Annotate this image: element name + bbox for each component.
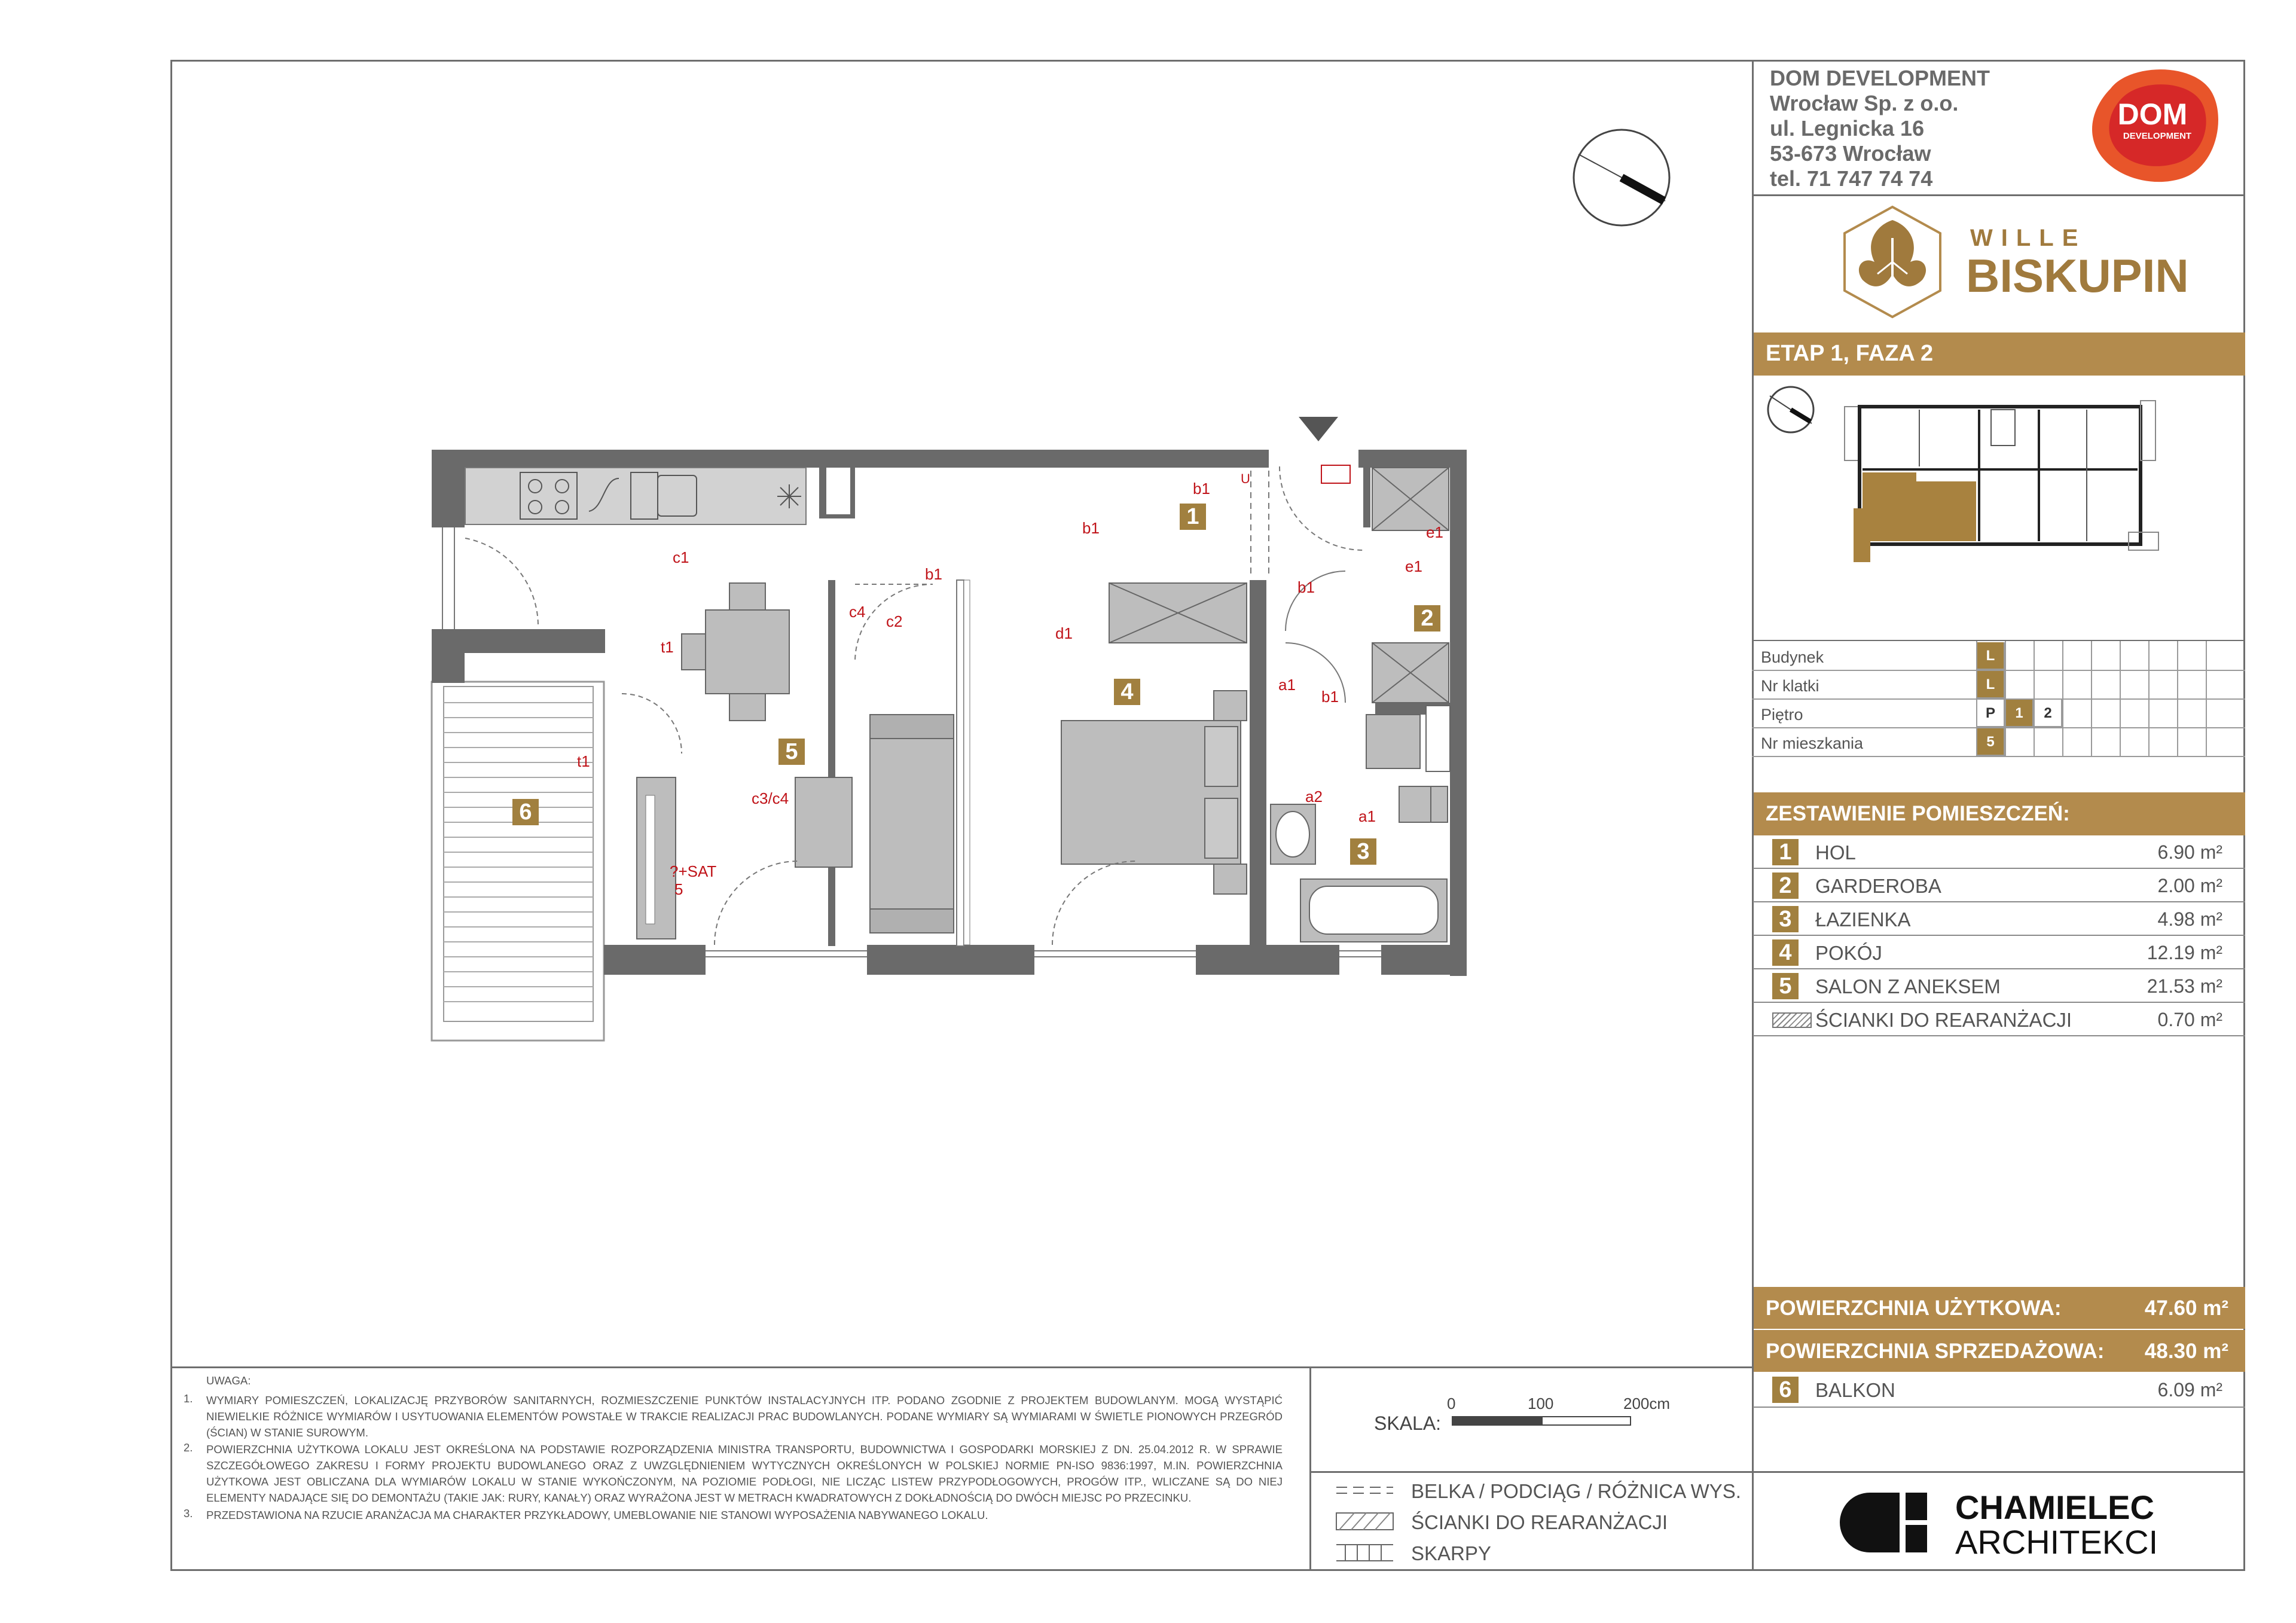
legend-slopes: SKARPY	[1411, 1542, 1491, 1564]
balcony-name: BALKON	[1815, 1379, 1895, 1401]
legend	[1333, 1480, 1752, 1564]
plan-code: a1	[1278, 676, 1296, 694]
loc-grid-line	[2091, 641, 2092, 757]
note-text: PRZEDSTAWIONA NA RZUCIE ARANŻACJA MA CHARAKTER PRZYKŁADOWY, UMEBLOWANIE NIE STANOWI WYPOSAŻENIA NABYWANEGO LOKALU.	[206, 1509, 988, 1521]
room-row	[1753, 835, 2245, 869]
hatch-swatch-icon	[1772, 1012, 1812, 1028]
plan-code: ?+SAT	[670, 862, 717, 880]
balcony-num: 6	[1772, 1377, 1799, 1403]
plan-code: e1	[1426, 523, 1443, 541]
company-phone: tel. 71 747 74 74	[1770, 166, 1933, 191]
scale-tick-200: 200cm	[1623, 1395, 1671, 1413]
loc-grid-line	[2120, 641, 2121, 757]
plan-code: t1	[661, 638, 674, 656]
logo-main-text: DOM	[2117, 97, 2188, 131]
room-name: SALON Z ANEKSEM	[1815, 975, 2001, 997]
architect-line1: CHAMIELEC	[1955, 1488, 2154, 1526]
plan-code: 5	[674, 880, 683, 898]
scale-tick-100: 100	[1528, 1395, 1554, 1413]
loc-table-top	[1752, 640, 2245, 641]
loc-row-line	[1752, 756, 2245, 757]
loc-cell-floor-p: P	[1977, 700, 2005, 727]
architect-logo	[1839, 1488, 2227, 1560]
room-num: 1	[1772, 839, 1799, 865]
company-line2: Wrocław Sp. z o.o.	[1770, 91, 1959, 115]
bottom-band-divider	[170, 1366, 1754, 1368]
room-area: 6.90 m²	[2157, 841, 2222, 863]
wille-biskupin-logo	[1833, 202, 2191, 328]
room-row	[1753, 902, 2245, 936]
rooms-header-label: ZESTAWIENIE POMIESZCZEŃ:	[1766, 802, 2070, 825]
plan-room-number: 5	[778, 739, 805, 765]
loc-grid-line	[2206, 641, 2207, 757]
balcony-area: 6.09 m²	[2157, 1379, 2222, 1401]
plan-code: U	[1241, 471, 1250, 486]
plan-code: b1	[1082, 519, 1100, 537]
room-row	[1753, 969, 2245, 1003]
plan-code: d1	[1055, 624, 1073, 642]
note-num: 3.	[184, 1507, 193, 1520]
company-info	[1770, 66, 1990, 191]
architect-line2: ARCHITEKCI	[1955, 1523, 2158, 1561]
plan-room-number: 4	[1114, 679, 1140, 705]
usable-area-bar	[1754, 1287, 2245, 1329]
plan-room-number: 3	[1350, 838, 1376, 865]
plan-code: a2	[1305, 788, 1323, 806]
plan-code: e1	[1405, 557, 1422, 575]
dom-development-logo	[2087, 65, 2223, 184]
plan-code: c1	[673, 548, 689, 566]
partition-row	[1753, 1003, 2245, 1036]
note-text: WYMIARY POMIESZCZEŃ, LOKALIZACJĘ PRZYBORÓW SANITARNYCH, ROZMIESZCZENIE PUNKTÓW INSTALACYJNYCH ITP. PODANO ZGODNIE Z PROJEKTEM BUDOWLANYM. MOGĄ WYSTĄPIĆ NIEWIELKIE RÓŻNICE WYMIARÓW I USYTUOWANIA ELEMENTÓW POWSTAŁE W TRAKCIE REALIZACJI PRAC BUDOWLANYCH. PODANE WYMIARY SĄ WYMIARAMI W ŚWIETLE PIONOWYCH PRZEGRÓD (ŚCIAN) W STANIE SUROWYM.	[206, 1394, 1283, 1439]
note-num: 2.	[184, 1441, 193, 1454]
notes-divider	[1309, 1366, 1311, 1571]
loc-cell-floor-2: 2	[2035, 700, 2062, 727]
loc-grid-line	[2034, 641, 2035, 757]
loc-label-stair: Nr klatki	[1761, 677, 1819, 695]
plan-code: c3/c4	[752, 789, 789, 807]
loc-grid-line	[2062, 641, 2063, 757]
usable-area-label: POWIERZCHNIA UŻYTKOWA:	[1766, 1296, 2062, 1320]
loc-cell-floor-1: 1	[2006, 700, 2034, 727]
legend-beam: BELKA / PODCIĄG / RÓŻNICA WYS.	[1411, 1480, 1741, 1502]
plan-code: b1	[1297, 578, 1315, 596]
room-name: POKÓJ	[1815, 942, 1882, 964]
loc-label-apt: Nr mieszkania	[1761, 734, 1864, 752]
loc-grid-line	[2005, 641, 2006, 757]
floor-plan	[419, 407, 1483, 1058]
company-name: DOM DEVELOPMENT	[1770, 66, 1990, 90]
usable-area-value: 47.60 m²	[2144, 1296, 2228, 1320]
sale-area-label: POWIERZCHNIA SPRZEDAŻOWA:	[1766, 1340, 2105, 1363]
room-area: 4.98 m²	[2157, 908, 2222, 930]
room-num: 4	[1772, 939, 1799, 966]
plan-code: c2	[886, 612, 903, 630]
room-row	[1753, 936, 2245, 969]
plan-code: a1	[1358, 807, 1376, 825]
room-num: 2	[1772, 872, 1799, 899]
loc-cell-apt: 5	[1977, 728, 2005, 756]
sale-area-bar	[1754, 1330, 2245, 1372]
logo-sub-text: DEVELOPMENT	[2123, 131, 2192, 141]
room-name: GARDEROBA	[1815, 875, 1941, 897]
sale-area-value: 48.30 m²	[2144, 1340, 2228, 1363]
plan-code: b1	[925, 565, 942, 583]
stage-label: ETAP 1, FAZA 2	[1766, 341, 1934, 366]
loc-cell-building: L	[1977, 642, 2005, 670]
header-divider	[1752, 194, 2245, 196]
scale-bar	[1452, 1416, 1631, 1426]
note-num: 1.	[184, 1392, 193, 1405]
scale-label: SKALA:	[1374, 1413, 1442, 1434]
architect-divider	[1752, 1471, 2245, 1473]
north-compass-icon	[1570, 126, 1674, 230]
company-street: ul. Legnicka 16	[1770, 116, 1925, 141]
note-text: POWIERZCHNIA UŻYTKOWA LOKALU JEST OKREŚLONA NA PODSTAWIE ROZPORZĄDZENIA MINISTRA TRANSPORTU, BUDOWNICTWA I GOSPODARKI MORSKIEJ Z DN. 25.04.2012 R. W SPRAWIE SZCZEGÓŁOWEGO ZAKRESU I FORMY PROJEKTU BUDOWLANEGO ORAZ Z UWZGLĘDNIENIEM WYTYCZNYCH OKREŚLONYCH W POLSKIEJ NORMIE PN-ISO 9836:1997, M.IN. POWIERZCHNIA UŻYTKOWA JEST OBLICZANA DLA WYMIARÓW LOKALU W STANIE WYKOŃCZONYM, NA POZIOMIE PODŁOGI, NIE LICZĄC LISTEW PRZYPODŁOGOWYCH, PROGÓW ITP., WLICZANE SĄ DO NIEJ ELEMENTY NADAJĄCE SIĘ DO DEMONTAŻU (TAKIE JAK: RURY, KANAŁY) ORAZ WYRAŻONA JEST W METRACH KWADRATOWYCH Z DOKŁADNOŚCIĄ DO DWÓCH MIEJSC PO PRZECINKU.	[206, 1443, 1283, 1504]
loc-grid-line	[2177, 641, 2178, 757]
notes-title: UWAGA:	[206, 1374, 251, 1387]
plan-code: t1	[577, 752, 590, 770]
scale-tick-0: 0	[1447, 1395, 1456, 1413]
scale-divider	[1309, 1471, 1754, 1473]
room-num: 5	[1772, 973, 1799, 999]
loc-label-building: Budynek	[1761, 648, 1824, 666]
stage-bar	[1754, 332, 2245, 376]
rooms-header	[1754, 792, 2245, 835]
loc-grid-line	[2148, 641, 2150, 757]
plan-code: b1	[1321, 688, 1339, 706]
room-name: ŁAZIENKA	[1815, 908, 1911, 931]
brand-bottom: BISKUPIN	[1966, 249, 2189, 302]
plan-code: b1	[1193, 480, 1210, 498]
legend-partition: ŚCIANKI DO REARANŻACJI	[1411, 1511, 1668, 1533]
company-city: 53-673 Wrocław	[1770, 141, 1931, 166]
partition-area: 0.70 m²	[2157, 1009, 2222, 1030]
balcony-row	[1753, 1373, 2245, 1408]
plan-room-number: 6	[512, 799, 539, 825]
loc-cell-stair: L	[1977, 671, 2005, 698]
room-name: HOL	[1815, 841, 1856, 864]
plan-room-number: 2	[1414, 605, 1440, 631]
key-plan	[1764, 383, 2230, 562]
loc-label-floor: Piętro	[1761, 706, 1803, 724]
plan-code: c4	[849, 603, 866, 621]
room-area: 12.19 m²	[2147, 942, 2222, 963]
room-area: 21.53 m²	[2147, 975, 2222, 997]
plan-room-number: 1	[1180, 504, 1206, 530]
partition-name: ŚCIANKI DO REARANŻACJI	[1815, 1009, 2072, 1031]
room-area: 2.00 m²	[2157, 875, 2222, 896]
room-num: 3	[1772, 906, 1799, 932]
room-row	[1753, 869, 2245, 902]
brand-top: WILLE	[1970, 225, 2087, 251]
